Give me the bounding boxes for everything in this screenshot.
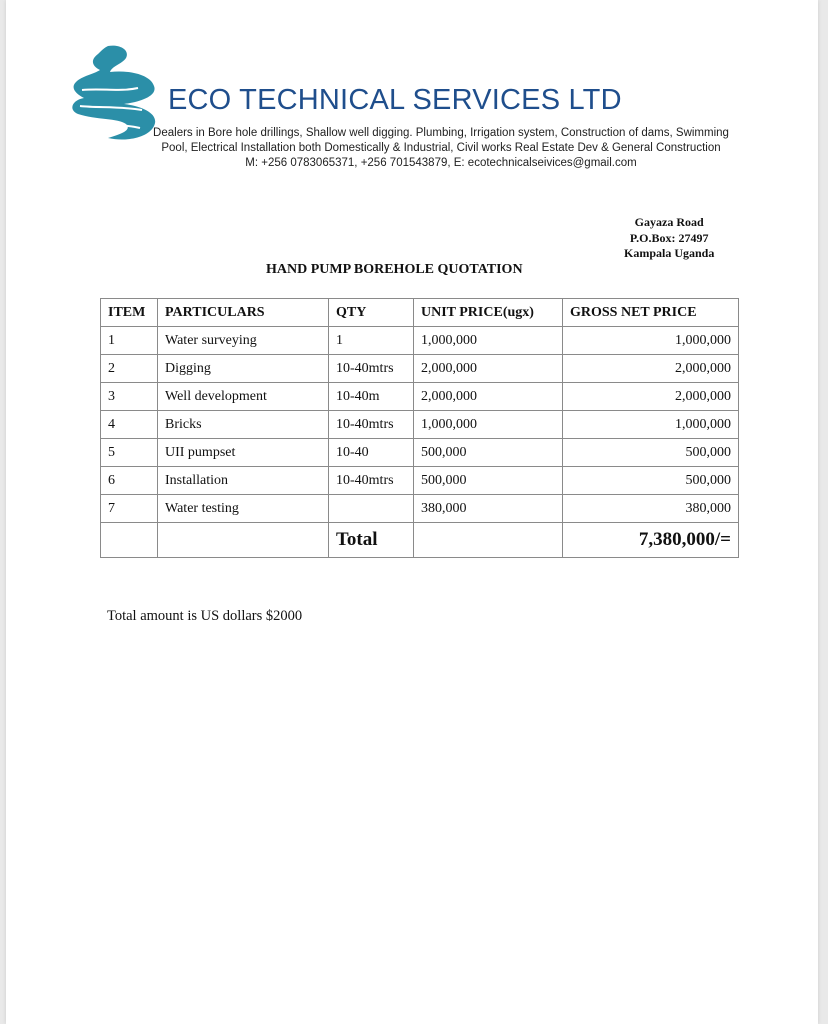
item-cell: 7 xyxy=(101,495,158,523)
tagline-line: Pool, Electrical Installation both Domestically & Industrial, Civil works Real Estate Dev & General Construction xyxy=(161,142,721,154)
qty-cell: 10-40mtrs xyxy=(329,355,414,383)
column-header: ITEM xyxy=(101,299,158,327)
document-title: HAND PUMP BOREHOLE QUOTATION xyxy=(266,262,523,277)
table-row xyxy=(101,495,739,523)
qty-cell xyxy=(329,495,414,523)
gross-price-cell: 500,000 xyxy=(563,467,739,495)
table-row xyxy=(101,439,739,467)
address-line: Kampala Uganda xyxy=(624,246,715,260)
particulars-cell: Water testing xyxy=(158,495,329,523)
unit-price-cell: 380,000 xyxy=(414,495,563,523)
item-cell: 4 xyxy=(101,411,158,439)
empty-cell xyxy=(158,523,329,558)
contact-line: M: +256 0783065371, +256 701543879, E: ecotechnicalseivices@gmail.com xyxy=(245,157,637,169)
table-row xyxy=(101,327,739,355)
column-header: UNIT PRICE(ugx) xyxy=(414,299,563,327)
unit-price-cell: 1,000,000 xyxy=(414,411,563,439)
gross-price-cell: 2,000,000 xyxy=(563,355,739,383)
particulars-cell: Water surveying xyxy=(158,327,329,355)
table-row xyxy=(101,383,739,411)
table-header-row xyxy=(101,299,739,327)
tagline-line: Dealers in Bore hole drillings, Shallow well digging. Plumbing, Irrigation system, Construction of dams, Swimming xyxy=(153,127,729,139)
gross-price-cell: 2,000,000 xyxy=(563,383,739,411)
particulars-cell: Installation xyxy=(158,467,329,495)
address-line: P.O.Box: 27497 xyxy=(629,230,709,245)
qty-cell: 1 xyxy=(329,327,414,355)
column-header: QTY xyxy=(329,299,414,327)
item-cell: 6 xyxy=(101,467,158,495)
item-cell: 1 xyxy=(101,327,158,355)
gross-price-cell: 500,000 xyxy=(563,439,739,467)
item-cell: 2 xyxy=(101,355,158,383)
unit-price-cell: 1,000,000 xyxy=(414,327,563,355)
unit-price-cell: 2,000,000 xyxy=(414,355,563,383)
gross-price-cell: 1,000,000 xyxy=(563,411,739,439)
company-tagline xyxy=(126,126,756,171)
total-value: 7,380,000/= xyxy=(563,523,739,558)
gross-price-cell: 1,000,000 xyxy=(563,327,739,355)
qty-cell: 10-40m xyxy=(329,383,414,411)
empty-cell xyxy=(101,523,158,558)
table-row xyxy=(101,355,739,383)
particulars-cell: Well development xyxy=(158,383,329,411)
address-line: Gayaza Road xyxy=(634,215,704,229)
item-cell: 3 xyxy=(101,383,158,411)
unit-price-cell: 500,000 xyxy=(414,439,563,467)
table-row xyxy=(101,411,739,439)
gross-price-cell: 380,000 xyxy=(563,495,739,523)
company-address xyxy=(624,215,714,262)
empty-cell xyxy=(414,523,563,558)
column-header: GROSS NET PRICE xyxy=(563,299,739,327)
unit-price-cell: 2,000,000 xyxy=(414,383,563,411)
item-cell: 5 xyxy=(101,439,158,467)
company-name: ECO TECHNICAL SERVICES LTD xyxy=(168,84,622,116)
qty-cell: 10-40mtrs xyxy=(329,411,414,439)
total-row xyxy=(101,523,739,558)
unit-price-cell: 500,000 xyxy=(414,467,563,495)
total-amount-note: Total amount is US dollars $2000 xyxy=(107,608,303,624)
total-label: Total xyxy=(329,523,414,558)
particulars-cell: Digging xyxy=(158,355,329,383)
particulars-cell: Bricks xyxy=(158,411,329,439)
quotation-table xyxy=(100,298,739,558)
qty-cell: 10-40 xyxy=(329,439,414,467)
quotation-page xyxy=(6,0,818,1024)
qty-cell: 10-40mtrs xyxy=(329,467,414,495)
particulars-cell: UII pumpset xyxy=(158,439,329,467)
column-header: PARTICULARS xyxy=(158,299,329,327)
table-row xyxy=(101,467,739,495)
